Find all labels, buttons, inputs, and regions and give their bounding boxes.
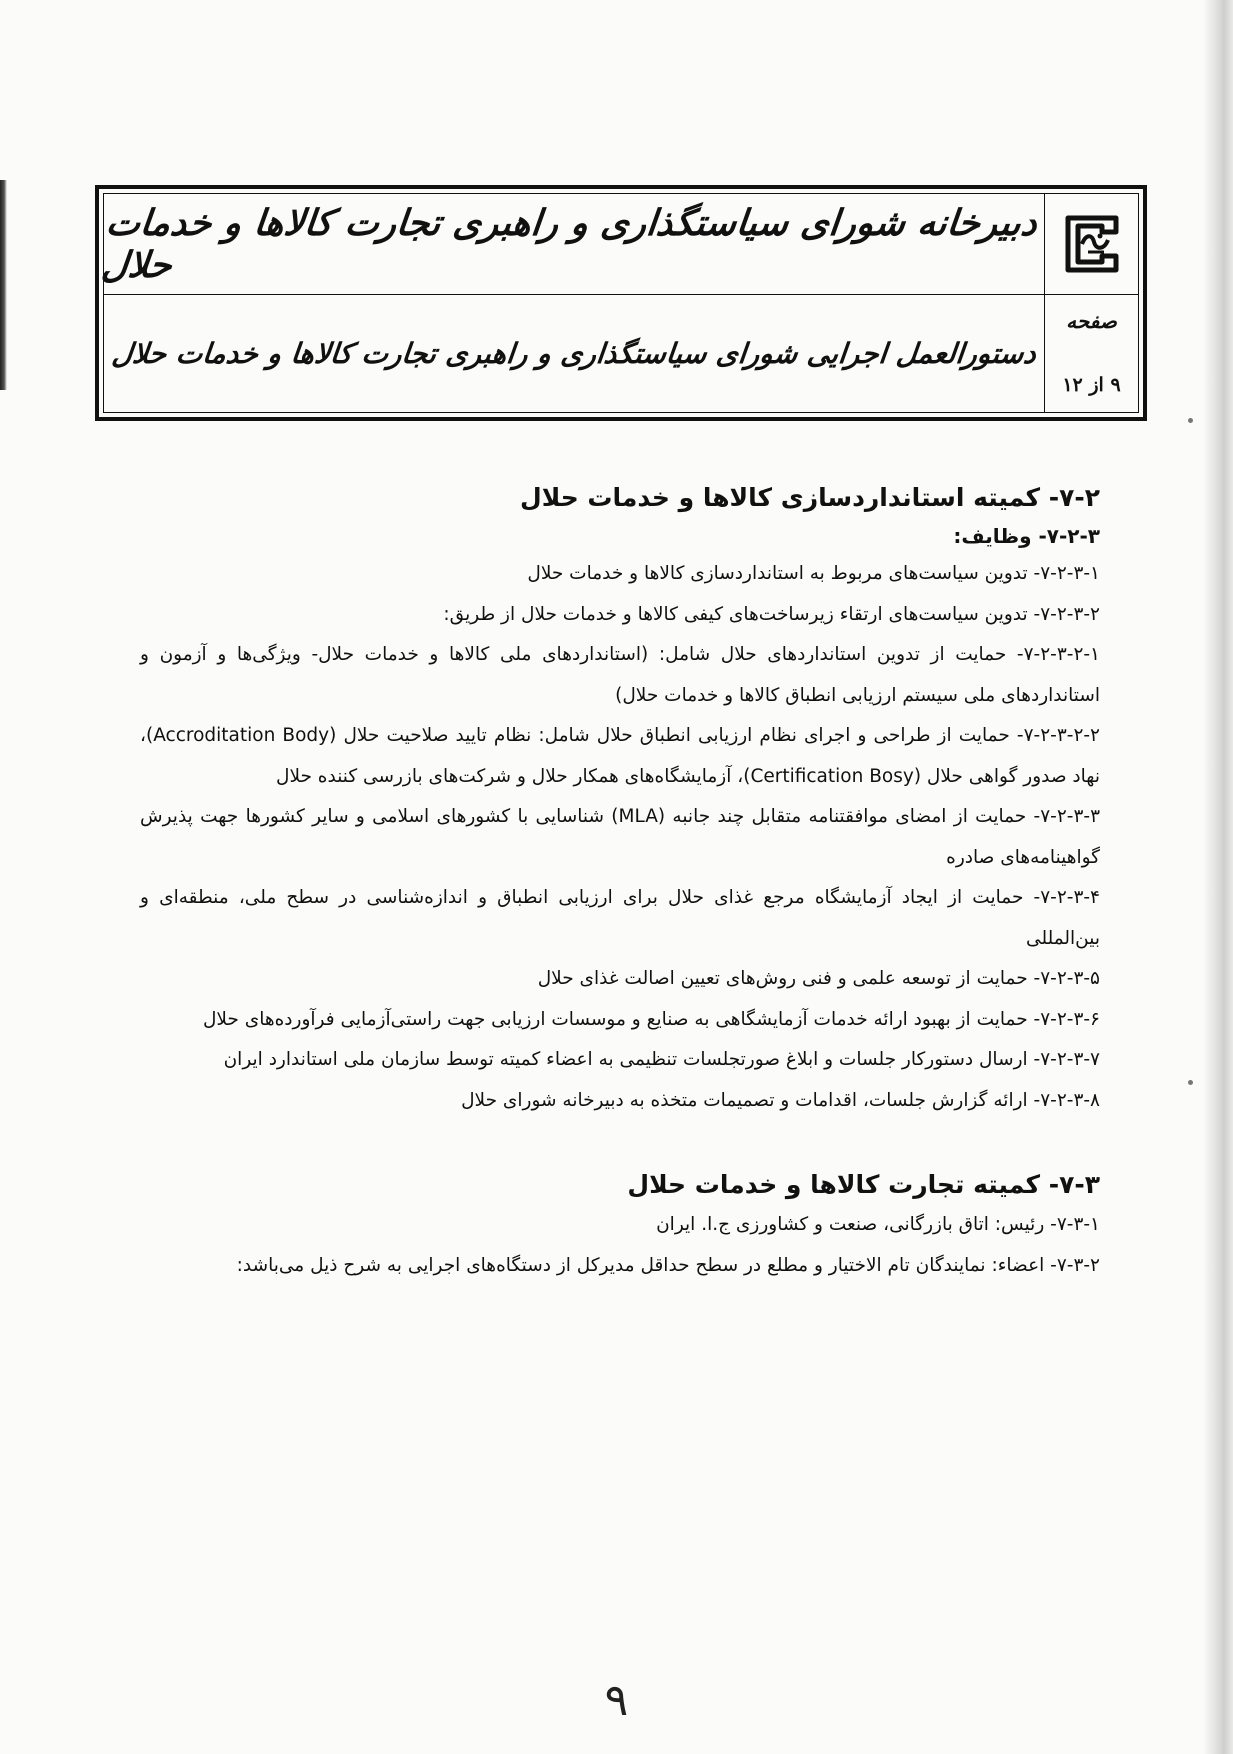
scan-speck <box>1188 418 1193 423</box>
scan-edge-left <box>0 180 7 390</box>
document-body <box>140 478 1100 1286</box>
header-inner-frame <box>99 193 1139 413</box>
list-item: ۷-۲-۳-۴- حمایت از ایجاد آزمایشگاه مرجع غذای حلال برای ارزیابی انطباق و اندازه‌شناسی در سطح ملی، منطقه‌ای و بین‌المللی <box>140 887 1100 949</box>
handwritten-page-number: ۹ <box>604 1675 629 1726</box>
list-item: ۷-۲-۳-۲-۱- حمایت از تدوین استانداردهای حلال شامل: (استانداردهای ملی کالاها و خدمات حلال- ویژگی‌ها و آزمون و استانداردهای ملی سیستم ارزیابی انطباق کالاها و خدمات حلال) <box>140 644 1100 706</box>
scan-speck <box>1188 1080 1193 1085</box>
header-title: دبیرخانه شورای سیاستگذاری و راهبری تجارت کالاها و خدمات حلال <box>99 202 1040 286</box>
list-item: ۷-۲-۳-۷- ارسال دستورکار جلسات و ابلاغ صورتجلسات تنظیمی به اعضاء کمیته توسط سازمان ملی استاندارد ایران <box>223 1049 1100 1070</box>
list-item: ۷-۲-۳-۲-۲- حمایت از طراحی و اجرای نظام ارزیابی انطباق حلال شامل: نظام تایید صلاحیت حلال (Accroditation Body)، نهاد صدور گواهی حلال (Certification Bosy)، آزمایشگاه‌های همکار حلال و شرکت‌های بازرسی کننده حلال <box>140 725 1100 787</box>
duties-subheading: ۷-۲-۳- وظایف: <box>953 524 1100 548</box>
logo-cell <box>1044 194 1138 295</box>
standard-organization-logo-icon <box>1058 212 1126 276</box>
list-item: ۷-۲-۳-۸- ارائه گزارش جلسات، اقدامات و تصمیمات متخذه به دبیرخانه شورای حلال <box>461 1089 1100 1111</box>
list-item: ۷-۲-۳-۲- تدوین سیاست‌های ارتقاء زیرساخت‌های کیفی کالاها و خدمات حلال از طریق: <box>443 603 1100 625</box>
list-item: ۷-۲-۳-۶- حمایت از بهبود ارائه خدمات آزمایشگاهی به صنایع و موسسات ارزیابی جهت راستی‌آزمایی فرآورده‌های حلال <box>202 1008 1100 1030</box>
document-header <box>95 185 1147 421</box>
section-heading-trade: ۷-۳- کمیته تجارت کالاها و خدمات حلال <box>627 1170 1100 1199</box>
list-item: ۷-۳-۱- رئیس: اتاق بازرگانی، صنعت و کشاورزی ج.ا. ایران <box>656 1214 1100 1235</box>
page-label: صفحه <box>1066 309 1117 333</box>
scan-edge-right <box>1203 0 1233 1754</box>
page-info-cell <box>1044 295 1138 412</box>
list-item: ۷-۲-۳-۱- تدوین سیاست‌های مربوط به استانداردسازی کالاها و خدمات حلال <box>527 563 1100 584</box>
section-heading-standardization: ۷-۲- کمیته استانداردسازی کالاها و خدمات حلال <box>520 483 1100 512</box>
list-item: ۷-۲-۳-۳- حمایت از امضای موافقتنامه متقابل چند جانبه (MLA) شناسایی با کشورهای اسلامی و سایر کشورها جهت پذیرش گواهینامه‌های صادره <box>140 806 1101 868</box>
list-item: ۷-۲-۳-۵- حمایت از توسعه علمی و فنی روش‌های تعیین اصالت غذای حلال <box>537 968 1100 989</box>
header-subtitle-row <box>104 295 1044 412</box>
list-item: ۷-۳-۲- اعضاء: نمایندگان تام الاختیار و مطلع در سطح حداقل مدیرکل از دستگاه‌های اجرایی به شرح ذیل می‌باشد: <box>236 1254 1100 1276</box>
header-subtitle: دستورالعمل اجرایی شورای سیاستگذاری و راهبری تجارت کالاها و خدمات حلال <box>110 337 1038 370</box>
header-title-row <box>99 194 1044 295</box>
page-number: ۹ از ۱۲ <box>1062 374 1121 396</box>
